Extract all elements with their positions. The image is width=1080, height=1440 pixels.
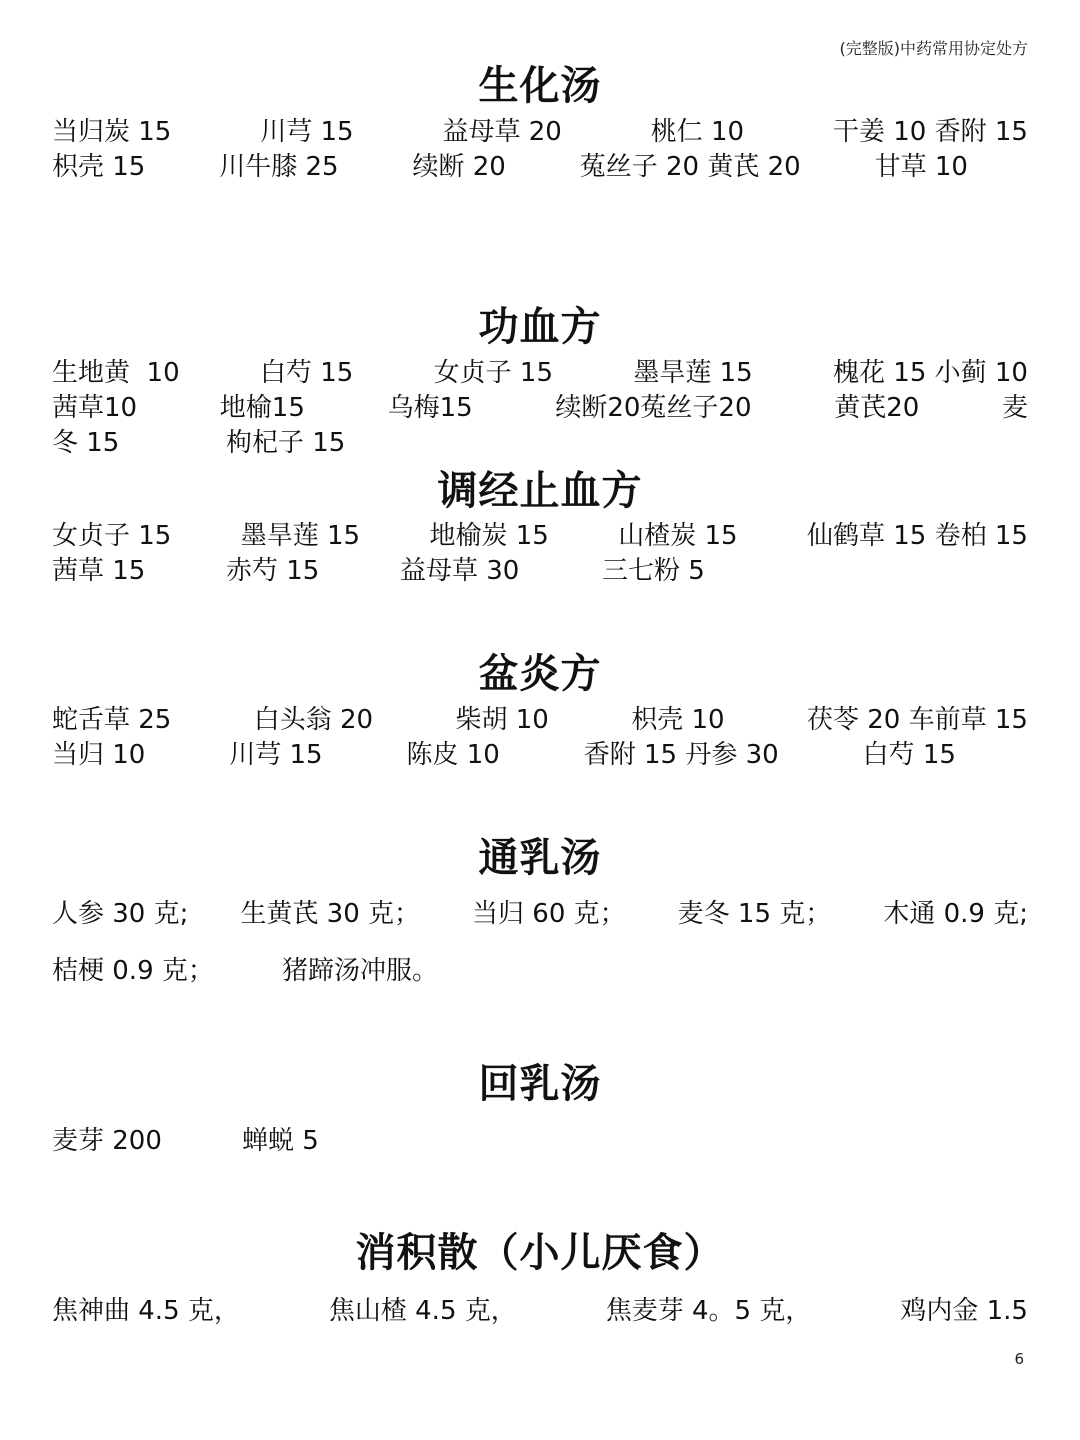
herb-item: 女贞子 15 — [52, 521, 172, 551]
herb-item: 仙鹤草 15 卷柏 15 — [807, 521, 1028, 551]
herb-item: 益母草 20 — [442, 117, 562, 147]
herb-item: 柴胡 10 — [455, 705, 549, 735]
herb-item: 麦 — [1001, 393, 1028, 423]
prescription-row — [52, 954, 1028, 989]
herb-item: 人参 30 克; — [52, 899, 189, 929]
herb-item: 地榆15 — [219, 393, 305, 423]
herb-item: 槐花 15 小蓟 10 — [833, 358, 1028, 388]
herb-item: 地榆炭 15 — [429, 521, 549, 551]
section-title-huirutang: 回乳汤 — [478, 1061, 602, 1107]
herb-item: 山楂炭 15 — [618, 521, 738, 551]
herb-item: 桃仁 10 — [650, 117, 745, 147]
prescription-row — [52, 1124, 1028, 1159]
section-title-tongrutang: 通乳汤 — [478, 835, 602, 881]
prescription-row — [52, 738, 1028, 773]
herb-item: 当归 10 — [52, 740, 146, 770]
herb-item: 干姜 10 香附 15 — [833, 117, 1028, 147]
herb-item: 续断20菟丝子20 — [555, 393, 752, 423]
herb-item: 生黄芪 30 克； — [240, 899, 421, 929]
herb-item: 桔梗 0.9 克； — [52, 956, 214, 986]
prescription-row — [52, 426, 1028, 461]
herb-item: 枸杞子 15 — [226, 428, 346, 458]
herb-item: 麦芽 200 — [52, 1126, 162, 1156]
prescription-row — [52, 1294, 1028, 1329]
herb-item: 菟丝子 20 黄芪 20 — [579, 152, 801, 182]
prescription-row — [52, 356, 1028, 391]
herb-item: 甘草 10 — [874, 152, 968, 182]
herb-item: 冬 15 — [52, 428, 120, 458]
herb-item: 蛇舌草 25 — [52, 705, 172, 735]
prescription-row — [52, 897, 1028, 932]
section-title-shenghuatang: 生化汤 — [478, 63, 602, 109]
herb-item: 茜草10 — [52, 393, 138, 423]
herb-item: 川芎 15 — [260, 117, 354, 147]
section-title-tiaojingzhixuefang: 调经止血方 — [437, 468, 643, 514]
herb-item: 枳壳 10 — [631, 705, 725, 735]
prescription-row — [52, 150, 1028, 185]
herb-item: 木通 0.9 克; — [883, 899, 1028, 929]
herb-item: 蝉蜕 5 — [242, 1126, 319, 1156]
herb-item: 白头翁 20 — [253, 705, 374, 735]
herb-item: 黄芪20 — [834, 393, 920, 423]
herb-item: 女贞子 15 — [433, 358, 553, 388]
prescription-row — [52, 115, 1028, 150]
herb-item: 白芍 15 — [862, 740, 956, 770]
herb-item: 当归 60 克； — [472, 899, 626, 929]
herb-item: 茯苓 20 车前草 15 — [807, 705, 1028, 735]
herb-item: 三七粉 5 — [602, 556, 705, 586]
herb-item: 赤芍 15 — [226, 556, 320, 586]
herb-item: 陈皮 10 — [406, 740, 500, 770]
herb-item: 当归炭 15 — [52, 117, 172, 147]
herb-item: 猪蹄汤冲服。 — [282, 956, 439, 986]
prescription-row — [52, 519, 1028, 554]
herb-item: 鸡内金 1.5 — [900, 1296, 1028, 1326]
document-header-note: (完整版)中药常用协定处方 — [839, 39, 1028, 58]
herb-item: 麦冬 15 克； — [677, 899, 832, 929]
herb-item: 焦麦芽 4。5 克， — [605, 1296, 812, 1326]
herb-item: 川芎 15 — [229, 740, 323, 770]
herb-item: 焦神曲 4.5 克， — [52, 1296, 240, 1326]
herb-item: 墨旱莲 15 — [633, 358, 753, 388]
herb-item: 乌梅15 — [387, 393, 473, 423]
herb-item: 焦山楂 4.5 克， — [328, 1296, 517, 1326]
prescription-row — [52, 703, 1028, 738]
prescription-row — [52, 391, 1028, 426]
prescription-row — [52, 554, 1028, 589]
section-title-xiaojisan: 消积散（小儿厌食） — [355, 1230, 725, 1276]
herb-item: 生地黄 10 — [52, 358, 180, 388]
herb-item: 茜草 15 — [52, 556, 146, 586]
herb-item: 墨旱莲 15 — [240, 521, 361, 551]
page-number: 6 — [1014, 1350, 1024, 1368]
section-title-penyanfang: 盆炎方 — [478, 651, 602, 697]
herb-item: 白芍 15 — [259, 358, 354, 388]
herb-item: 香附 15 丹参 30 — [583, 740, 779, 770]
herb-item: 川牛膝 25 — [219, 152, 339, 182]
herb-item: 枳壳 15 — [52, 152, 146, 182]
herb-item: 益母草 30 — [400, 556, 520, 586]
section-title-gongxuefang: 功血方 — [478, 304, 602, 350]
herb-item: 续断 20 — [412, 152, 506, 182]
